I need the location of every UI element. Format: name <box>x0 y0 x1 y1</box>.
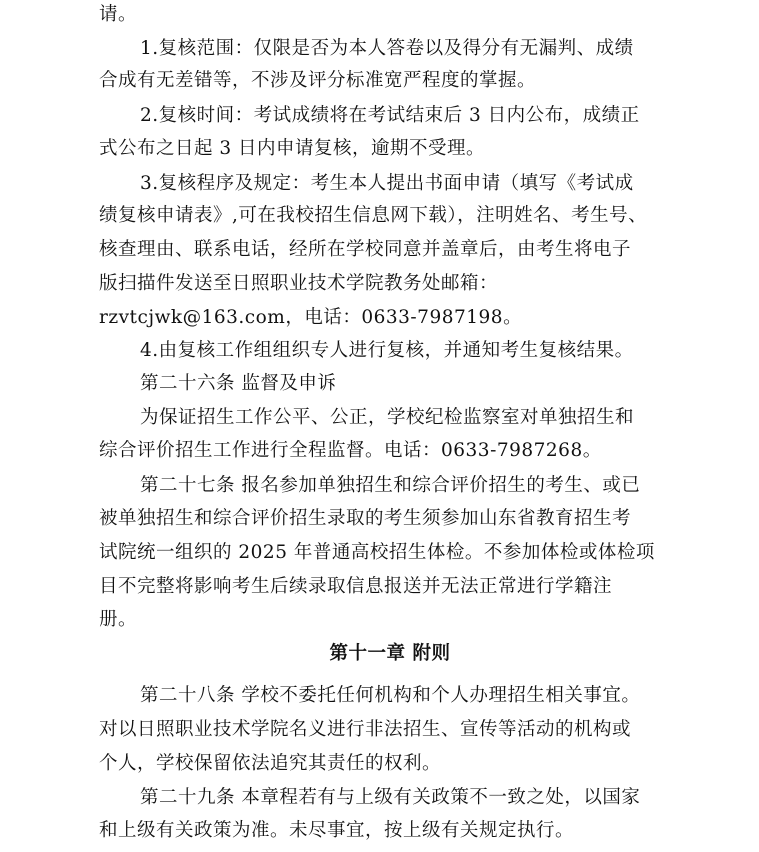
chapter-heading: 第十一章 附则 <box>329 643 451 664</box>
text-line: 试院统一组织的 2025 年普通高校招生体检。不参加体检或体检项 <box>99 542 655 563</box>
text-line: 2.复核时间：考试成绩将在考试结束后 3 日内公布，成绩正 <box>140 105 640 126</box>
text-line: 个人，学校保留依法追究其责任的权利。 <box>99 753 442 774</box>
text-line: 综合评价招生工作进行全程监督。电话：0633-7987268。 <box>99 440 602 461</box>
text-line: rzvtcjwk@163.com，电话：0633-7987198。 <box>99 307 523 328</box>
text-line: 被单独招生和综合评价招生录取的考生须参加山东省教育招生考 <box>99 508 632 529</box>
document-page <box>99 0 681 852</box>
text-line: 第二十七条 报名参加单独招生和综合评价招生的考生、或已 <box>140 475 641 496</box>
text-line: 目不完整将影响考生后续录取信息报送并无法正常进行学籍注 <box>99 576 613 597</box>
text-line: 请。 <box>99 4 138 25</box>
text-line: 版扫描件发送至日照职业技术学院教务处邮箱： <box>99 273 499 294</box>
text-line: 为保证招生工作公平、公正，学校纪检监察室对单独招生和 <box>140 407 635 428</box>
text-line: 核查理由、联系电话，经所在学校同意并盖章后，由考生将电子 <box>99 239 632 260</box>
text-line: 和上级有关政策为准。未尽事宜，按上级有关规定执行。 <box>99 820 575 841</box>
text-line: 合成有无差错等，不涉及评分标准宽严程度的掌握。 <box>99 70 537 91</box>
text-line: 册。 <box>99 609 138 630</box>
text-line: 4.由复核工作组组织专人进行复核，并通知考生复核结果。 <box>140 340 634 361</box>
text-line: 绩复核申请表》,可在我校招生信息网下载），注明姓名、考生号、 <box>99 205 648 226</box>
text-line: 对以日照职业技术学院名义进行非法招生、宣传等活动的机构或 <box>99 719 632 740</box>
text-line: 第二十九条 本章程若有与上级有关政策不一致之处，以国家 <box>140 787 641 808</box>
article-heading: 第二十六条 监督及申诉 <box>140 373 337 394</box>
text-line: 第二十八条 学校不委托任何机构和个人办理招生相关事宜。 <box>140 685 641 706</box>
text-line: 式公布之日起 3 日内申请复核，逾期不受理。 <box>99 138 486 159</box>
text-line: 1.复核范围：仅限是否为本人答卷以及得分有无漏判、成绩 <box>140 38 634 59</box>
text-line: 3.复核程序及规定：考生本人提出书面申请（填写《考试成 <box>140 173 634 194</box>
